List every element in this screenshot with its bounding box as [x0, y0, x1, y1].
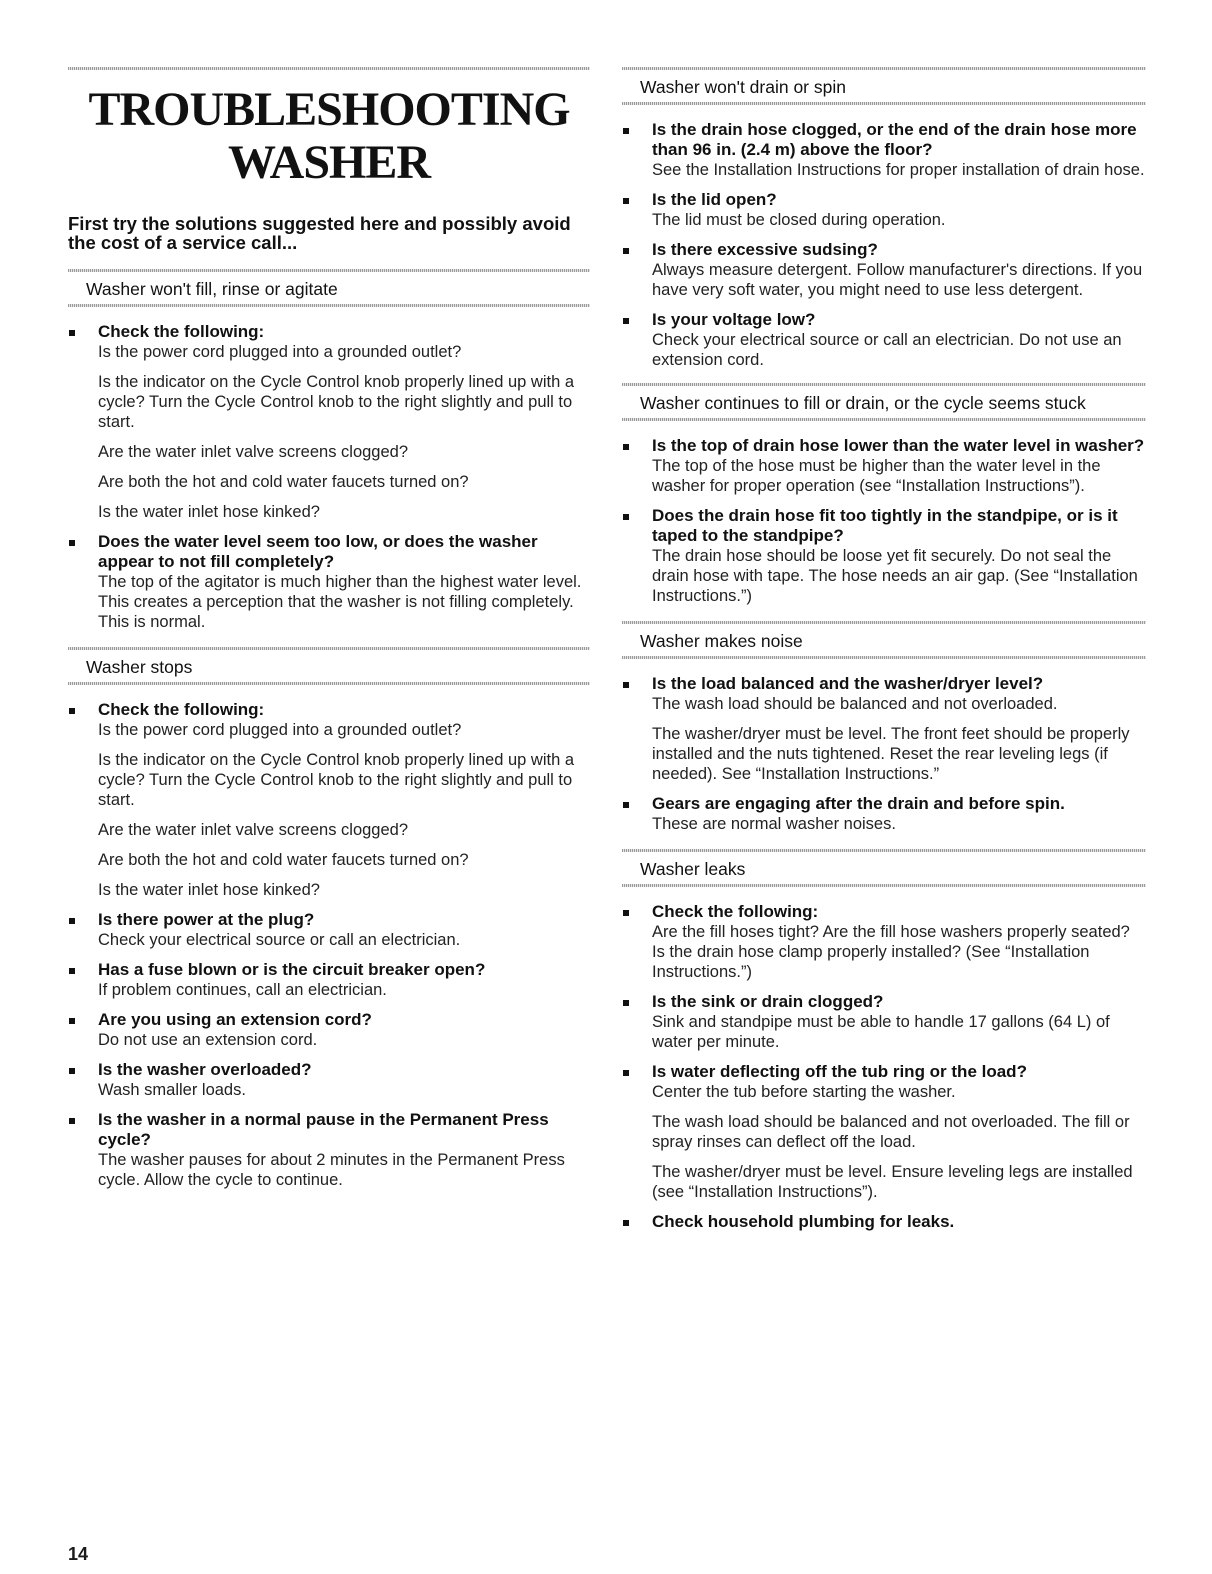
- item-answer: The washer/dryer must be level. The front feet should be properly installed and the nuts tightened. Reset the rear leveling legs (if needed). See “Installation Instructions.”: [652, 725, 1130, 783]
- item-question: Is there power at the plug?: [98, 910, 315, 929]
- item-question: Is the washer overloaded?: [98, 1060, 312, 1079]
- item-question: Are you using an extension cord?: [98, 1010, 372, 1029]
- section-rule-top: [622, 67, 1146, 70]
- item-answer: The lid must be closed during operation.: [652, 211, 946, 229]
- section-heading: Washer makes noise: [640, 631, 803, 651]
- section-rule-bottom: [68, 304, 590, 307]
- item-question: Is the load balanced and the washer/dryer level?: [652, 674, 1044, 693]
- square-bullet-icon: [623, 682, 629, 688]
- item-answer: The top of the agitator is much higher than the highest water level. This creates a perception that the washer is not filling completely. This is normal.: [98, 573, 582, 631]
- item-answer: Are the water inlet valve screens clogged?: [98, 443, 409, 461]
- section-heading: Washer continues to fill or drain, or the cycle seems stuck: [640, 393, 1086, 413]
- square-bullet-icon: [69, 1018, 75, 1024]
- item-question: Is the top of drain hose lower than the water level in washer?: [652, 436, 1145, 455]
- item-answer: The wash load should be balanced and not overloaded.: [652, 695, 1058, 713]
- troubleshooting-list: [68, 700, 590, 1190]
- item-answer: Is the water inlet hose kinked?: [98, 881, 320, 899]
- section-heading: Washer won't fill, rinse or agitate: [86, 279, 338, 299]
- square-bullet-icon: [623, 1220, 629, 1226]
- square-bullet-icon: [69, 708, 75, 714]
- troubleshooting-item: [622, 506, 1146, 606]
- troubleshooting-list: [622, 120, 1146, 370]
- item-answer: Is the power cord plugged into a grounded outlet?: [98, 343, 462, 361]
- item-question: Does the drain hose fit too tightly in the standpipe, or is it taped to the standpipe?: [652, 506, 1118, 545]
- intro-text: First try the solutions suggested here and possibly avoid the cost of a service call...: [68, 213, 571, 253]
- section-heading: Washer stops: [86, 657, 193, 677]
- troubleshooting-list: [622, 902, 1146, 1232]
- title-line-2: WASHER: [227, 136, 431, 189]
- item-question: Is water deflecting off the tub ring or the load?: [652, 1062, 1027, 1081]
- section-heading: Washer won't drain or spin: [640, 77, 846, 97]
- section-fill-drain-stuck: [622, 383, 1146, 606]
- square-bullet-icon: [623, 248, 629, 254]
- section-rule-top: [68, 269, 590, 272]
- item-question: Is your voltage low?: [652, 310, 816, 329]
- section-rule-bottom: [622, 418, 1146, 421]
- square-bullet-icon: [623, 318, 629, 324]
- troubleshooting-item: [68, 322, 590, 522]
- item-question: Check the following:: [98, 322, 265, 341]
- item-answer: Check your electrical source or call an electrician. Do not use an extension cord.: [652, 331, 1122, 369]
- troubleshooting-item: [68, 910, 590, 950]
- troubleshooting-item: [622, 310, 1146, 370]
- item-question: Check the following:: [98, 700, 265, 719]
- item-answer: These are normal washer noises.: [652, 815, 896, 833]
- troubleshooting-list: [68, 322, 590, 632]
- troubleshooting-item: [68, 700, 590, 900]
- section-wont-fill: [68, 269, 590, 632]
- troubleshooting-item: [622, 902, 1146, 982]
- square-bullet-icon: [623, 128, 629, 134]
- troubleshooting-item: [622, 794, 1146, 834]
- item-question: Check the following:: [652, 902, 819, 921]
- troubleshooting-item: [68, 1060, 590, 1100]
- right-column: [622, 0, 1146, 1232]
- section-rule-top: [622, 383, 1146, 386]
- troubleshooting-item: [622, 1212, 1146, 1232]
- troubleshooting-item: [68, 1010, 590, 1050]
- troubleshooting-item: [622, 436, 1146, 496]
- item-answer: Is the indicator on the Cycle Control knob properly lined up with a cycle? Turn the Cycle Control knob to the right slightly and pull to start.: [98, 751, 575, 809]
- item-question: Check household plumbing for leaks.: [652, 1212, 955, 1231]
- section-rule-bottom: [622, 102, 1146, 105]
- section-rule-bottom: [622, 656, 1146, 659]
- item-answer: Are the fill hoses tight? Are the fill hose washers properly seated? Is the drain hose clamp properly installed? (See “Installation Instructions.”): [652, 923, 1130, 981]
- troubleshooting-item: [68, 1110, 590, 1190]
- square-bullet-icon: [623, 514, 629, 520]
- section-wont-drain: [622, 67, 1146, 370]
- item-answer: Is the power cord plugged into a grounded outlet?: [98, 721, 462, 739]
- section-rule-top: [622, 849, 1146, 852]
- troubleshooting-item: [622, 120, 1146, 180]
- item-answer: Are both the hot and cold water faucets turned on?: [98, 851, 469, 869]
- section-rule-top: [68, 647, 590, 650]
- section-rule-bottom: [68, 682, 590, 685]
- troubleshooting-item: [622, 240, 1146, 300]
- item-answer: Always measure detergent. Follow manufacturer's directions. If you have very soft water, you might need to use less detergent.: [652, 261, 1143, 299]
- section-washer-stops: [68, 647, 590, 1190]
- square-bullet-icon: [623, 198, 629, 204]
- item-answer: Sink and standpipe must be able to handle 17 gallons (64 L) of water per minute.: [652, 1013, 1110, 1051]
- section-makes-noise: [622, 621, 1146, 834]
- square-bullet-icon: [69, 968, 75, 974]
- square-bullet-icon: [69, 1118, 75, 1124]
- square-bullet-icon: [69, 1068, 75, 1074]
- troubleshooting-item: [622, 674, 1146, 784]
- square-bullet-icon: [623, 1000, 629, 1006]
- section-leaks: [622, 849, 1146, 1232]
- square-bullet-icon: [69, 918, 75, 924]
- left-column: [68, 0, 590, 1190]
- item-answer: The wash load should be balanced and not overloaded. The fill or spray rinses can deflect off the load.: [652, 1113, 1130, 1151]
- item-answer: Is the indicator on the Cycle Control knob properly lined up with a cycle? Turn the Cycle Control knob to the right slightly and pull to start.: [98, 373, 575, 431]
- item-answer: Center the tub before starting the washer.: [652, 1083, 956, 1101]
- page-number: 14: [68, 1544, 89, 1564]
- title-line-1: TROUBLESHOOTING: [88, 83, 570, 136]
- item-question: Does the water level seem too low, or does the washer appear to not fill completely?: [98, 532, 538, 571]
- title-rule: [68, 67, 590, 70]
- item-question: Has a fuse blown or is the circuit breaker open?: [98, 960, 486, 979]
- square-bullet-icon: [623, 444, 629, 450]
- page-title: [68, 83, 590, 189]
- square-bullet-icon: [623, 1070, 629, 1076]
- troubleshooting-list: [622, 436, 1146, 606]
- item-question: Is the washer in a normal pause in the Permanent Press cycle?: [98, 1110, 549, 1149]
- troubleshooting-item: [622, 1062, 1146, 1202]
- item-answer: Do not use an extension cord.: [98, 1031, 318, 1049]
- item-answer: Check your electrical source or call an electrician.: [98, 931, 461, 949]
- item-question: Is the drain hose clogged, or the end of the drain hose more than 96 in. (2.4 m) above the floor?: [652, 120, 1137, 159]
- troubleshooting-item: [68, 960, 590, 1000]
- item-question: Is there excessive sudsing?: [652, 240, 878, 259]
- square-bullet-icon: [69, 330, 75, 336]
- item-answer: The top of the hose must be higher than the water level in the washer for proper operation (see “Installation Instructions”).: [652, 457, 1101, 495]
- item-answer: The drain hose should be loose yet fit securely. Do not seal the drain hose with tape. The hose needs an air gap. (See “Installation Instructions.”): [652, 547, 1138, 605]
- item-answer: The washer pauses for about 2 minutes in the Permanent Press cycle. Allow the cycle to continue.: [98, 1151, 565, 1189]
- item-answer: See the Installation Instructions for proper installation of drain hose.: [652, 161, 1145, 179]
- item-question: Gears are engaging after the drain and before spin.: [652, 794, 1065, 813]
- item-question: Is the sink or drain clogged?: [652, 992, 884, 1011]
- item-answer: Wash smaller loads.: [98, 1081, 246, 1099]
- troubleshooting-item: [68, 532, 590, 632]
- square-bullet-icon: [623, 910, 629, 916]
- item-answer: Are both the hot and cold water faucets turned on?: [98, 473, 469, 491]
- item-answer: The washer/dryer must be level. Ensure leveling legs are installed (see “Installation Instructions”).: [652, 1163, 1133, 1201]
- troubleshooting-list: [622, 674, 1146, 834]
- troubleshooting-item: [622, 992, 1146, 1052]
- section-heading: Washer leaks: [640, 859, 746, 879]
- troubleshooting-item: [622, 190, 1146, 230]
- item-answer: If problem continues, call an electrician.: [98, 981, 387, 999]
- item-answer: Are the water inlet valve screens clogged?: [98, 821, 409, 839]
- item-question: Is the lid open?: [652, 190, 777, 209]
- square-bullet-icon: [69, 540, 75, 546]
- square-bullet-icon: [623, 802, 629, 808]
- item-answer: Is the water inlet hose kinked?: [98, 503, 320, 521]
- section-rule-top: [622, 621, 1146, 624]
- section-rule-bottom: [622, 884, 1146, 887]
